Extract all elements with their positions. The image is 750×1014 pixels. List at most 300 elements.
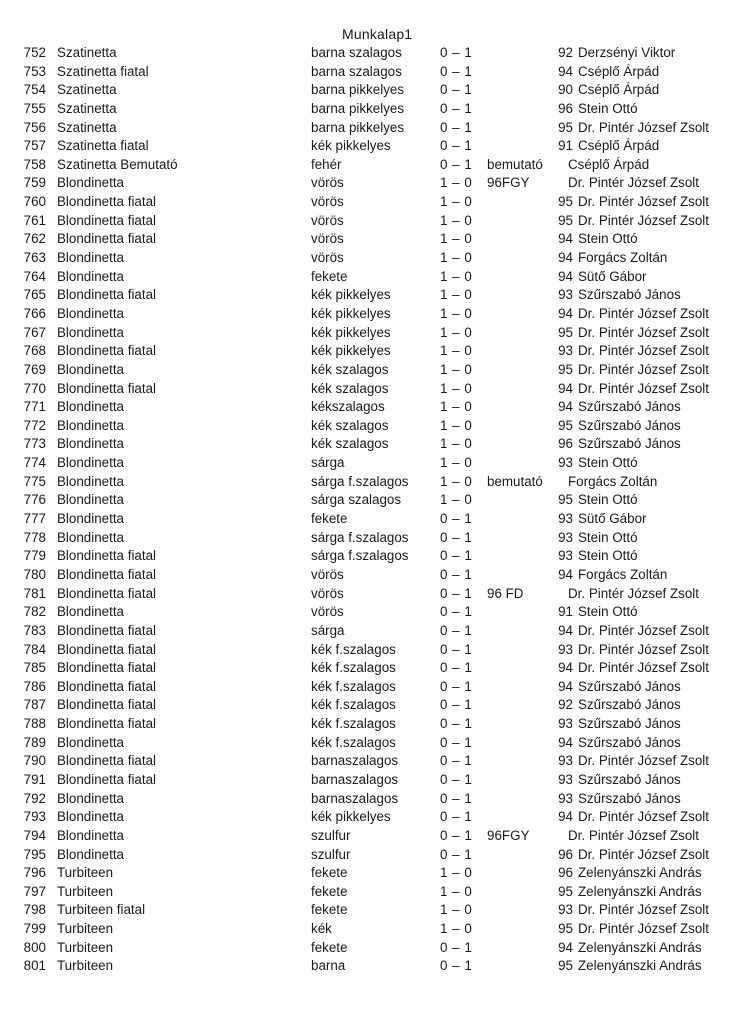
row-number: 785 [23,660,46,676]
score-value: 92 [558,697,573,713]
row-number: 767 [23,324,46,340]
score-value: 94 [558,660,573,676]
result-value: 0 – 1 [440,734,473,750]
judge-name: Szűrszabó János [578,790,681,806]
table-row [0,249,750,268]
judge-name: Dr. Pintér József Zsolt [578,119,709,135]
score-value: 93 [558,529,573,545]
score-value: 95 [558,492,573,508]
score-value: 94 [558,678,573,694]
row-number: 753 [23,63,46,79]
color-variety: kék [311,921,332,937]
judge-name: Dr. Pintér József Zsolt [578,305,709,321]
judge-name: Szűrszabó János [578,716,681,732]
judge-name: Dr. Pintér József Zsolt [568,585,699,601]
row-note: bemutató [487,156,543,172]
score-value: 93 [558,902,573,918]
score-value: 93 [558,771,573,787]
result-value: 0 – 1 [440,846,473,862]
judge-name: Szűrszabó János [578,399,681,415]
judge-name: Dr. Pintér József Zsolt [578,809,709,825]
result-value: 1 – 0 [440,417,473,433]
row-number: 784 [23,641,46,657]
row-note: 96FGY [487,827,530,843]
breed-name: Turbiteen [57,939,114,955]
row-number: 765 [23,287,46,303]
score-value: 92 [558,45,573,60]
breed-name: Blondinetta fiatal [57,753,157,769]
judge-name: Dr. Pintér József Zsolt [578,212,709,228]
score-value: 93 [558,455,573,471]
result-value: 0 – 1 [440,678,473,694]
result-value: 1 – 0 [440,305,473,321]
row-number: 791 [23,771,46,787]
score-value: 96 [558,436,573,452]
result-value: 1 – 0 [440,921,473,937]
breed-name: Blondinetta fiatal [57,287,157,303]
breed-name: Blondinetta [57,324,125,340]
color-variety: szulfur [311,846,351,862]
result-value: 0 – 1 [440,566,473,582]
row-number: 752 [23,45,46,60]
result-value: 0 – 1 [440,790,473,806]
result-value: 1 – 0 [440,343,473,359]
judge-name: Forgács Zoltán [568,473,658,489]
result-value: 0 – 1 [440,511,473,527]
color-variety: kék szalagos [311,380,389,396]
color-variety: fekete [311,902,348,918]
table-row [0,193,750,212]
score-value: 93 [558,716,573,732]
result-value: 0 – 1 [440,548,473,564]
judge-name: Szűrszabó János [578,417,681,433]
table-row [0,44,750,63]
breed-name: Blondinetta [57,175,125,191]
breed-name: Blondinetta [57,529,125,545]
row-number: 773 [23,436,46,452]
table-row [0,901,750,920]
table-row [0,212,750,231]
color-variety: barna pikkelyes [311,82,405,98]
judge-name: Cséplő Árpád [578,63,660,79]
result-value: 1 – 0 [440,492,473,508]
color-variety: vörös [311,194,344,210]
breed-name: Blondinetta fiatal [57,716,157,732]
row-number: 768 [23,343,46,359]
breed-name: Blondinetta fiatal [57,697,157,713]
table-row [0,883,750,902]
color-variety: sárga szalagos [311,492,402,508]
judge-name: Cséplő Árpád [578,82,660,98]
table-row [0,63,750,82]
page-title: Munkalap1 [342,26,413,42]
score-value: 94 [558,380,573,396]
score-value: 91 [558,604,573,620]
score-value: 95 [558,883,573,899]
result-value: 1 – 0 [440,436,473,452]
table-row [0,864,750,883]
row-number: 798 [23,902,46,918]
color-variety: fekete [311,865,348,881]
color-variety: vörös [311,212,344,228]
color-variety: vörös [311,231,344,247]
breed-name: Szatinetta [57,100,117,116]
breed-name: Blondinetta fiatal [57,566,157,582]
color-variety: barna szalagos [311,45,402,60]
breed-name: Blondinetta [57,492,125,508]
table-row [0,790,750,809]
row-number: 760 [23,194,46,210]
breed-name: Szatinetta [57,119,117,135]
score-value: 94 [558,939,573,955]
table-row [0,268,750,287]
breed-name: Blondinetta [57,361,125,377]
judge-name: Zelenyánszki András [578,865,702,881]
score-value: 91 [558,138,573,154]
row-number: 757 [23,138,46,154]
row-number: 775 [23,473,46,489]
breed-name: Blondinetta [57,473,125,489]
color-variety: kék f.szalagos [311,641,396,657]
color-variety: sárga [311,622,345,638]
row-number: 771 [23,399,46,415]
table-row [0,491,750,510]
row-number: 762 [23,231,46,247]
table-row [0,100,750,119]
table-row [0,603,750,622]
result-value: 0 – 1 [440,45,473,60]
table-row [0,529,750,548]
judge-name: Sütő Gábor [578,511,647,527]
breed-name: Blondinetta [57,268,125,284]
color-variety: fehér [311,156,342,172]
color-variety: barna [311,958,346,974]
judge-name: Dr. Pintér József Zsolt [578,902,709,918]
breed-name: Blondinetta [57,399,125,415]
color-variety: kék f.szalagos [311,716,396,732]
row-number: 797 [23,883,46,899]
color-variety: sárga f.szalagos [311,548,409,564]
score-value: 93 [558,287,573,303]
judge-name: Szűrszabó János [578,436,681,452]
table-row [0,174,750,193]
judge-name: Zelenyánszki András [578,939,702,955]
color-variety: kék pikkelyes [311,343,391,359]
table-row [0,305,750,324]
table-row [0,137,750,156]
breed-name: Blondinetta [57,511,125,527]
table-row [0,771,750,790]
table-row [0,417,750,436]
table-row [0,957,750,976]
score-value: 94 [558,809,573,825]
table-row [0,734,750,753]
row-number: 780 [23,566,46,582]
table-row [0,659,750,678]
row-number: 758 [23,156,46,172]
breed-name: Blondinetta fiatal [57,212,157,228]
judge-name: Dr. Pintér József Zsolt [578,921,709,937]
row-number: 786 [23,678,46,694]
color-variety: fekete [311,883,348,899]
score-value: 95 [558,119,573,135]
color-variety: barna pikkelyes [311,100,405,116]
table-row [0,342,750,361]
breed-name: Szatinetta Bemutató [57,156,178,172]
color-variety: vörös [311,250,344,266]
breed-name: Turbiteen [57,883,114,899]
color-variety: vörös [311,566,344,582]
judge-name: Stein Ottó [578,604,638,620]
judge-name: Dr. Pintér József Zsolt [578,641,709,657]
breed-name: Blondinetta fiatal [57,548,157,564]
breed-name: Szatinetta [57,82,117,98]
color-variety: vörös [311,585,344,601]
judge-name: Sütő Gábor [578,268,647,284]
score-value: 94 [558,63,573,79]
table-row [0,380,750,399]
result-value: 0 – 1 [440,697,473,713]
table-row [0,808,750,827]
row-number: 759 [23,175,46,191]
result-value: 0 – 1 [440,63,473,79]
score-value: 93 [558,548,573,564]
color-variety: barna szalagos [311,63,402,79]
table-row [0,119,750,138]
breed-name: Blondinetta fiatal [57,622,157,638]
score-value: 95 [558,921,573,937]
table-row [0,678,750,697]
breed-name: Blondinetta fiatal [57,678,157,694]
breed-name: Blondinetta fiatal [57,660,157,676]
table-row [0,510,750,529]
judge-name: Szűrszabó János [578,678,681,694]
result-value: 0 – 1 [440,604,473,620]
row-number: 790 [23,753,46,769]
row-number: 778 [23,529,46,545]
color-variety: kék szalagos [311,361,389,377]
score-value: 96 [558,865,573,881]
result-value: 0 – 1 [440,529,473,545]
table-row [0,324,750,343]
breed-name: Blondinetta [57,827,125,843]
result-value: 1 – 0 [440,194,473,210]
result-value: 1 – 0 [440,883,473,899]
row-number: 801 [23,958,46,974]
table-row [0,641,750,660]
judge-name: Szűrszabó János [578,734,681,750]
judge-name: Dr. Pintér József Zsolt [578,753,709,769]
score-value: 94 [558,734,573,750]
result-value: 0 – 1 [440,827,473,843]
color-variety: kék f.szalagos [311,697,396,713]
row-number: 799 [23,921,46,937]
breed-name: Blondinetta fiatal [57,194,157,210]
result-value: 0 – 1 [440,809,473,825]
judge-name: Zelenyánszki András [578,958,702,974]
result-value: 1 – 0 [440,212,473,228]
judge-name: Zelenyánszki András [578,883,702,899]
result-value: 1 – 0 [440,865,473,881]
table-row [0,286,750,305]
result-value: 0 – 1 [440,753,473,769]
row-number: 800 [23,939,46,955]
breed-name: Blondinetta [57,436,125,452]
score-value: 96 [558,100,573,116]
result-value: 0 – 1 [440,660,473,676]
row-number: 770 [23,380,46,396]
breed-name: Szatinetta fiatal [57,138,149,154]
result-value: 1 – 0 [440,324,473,340]
judge-name: Stein Ottó [578,231,638,247]
breed-name: Blondinetta [57,604,125,620]
row-number: 761 [23,212,46,228]
breed-name: Blondinetta [57,417,125,433]
table-row [0,827,750,846]
row-number: 774 [23,455,46,471]
result-value: 0 – 1 [440,716,473,732]
row-number: 755 [23,100,46,116]
judge-name: Stein Ottó [578,548,638,564]
row-number: 789 [23,734,46,750]
breed-name: Blondinetta fiatal [57,380,157,396]
result-value: 0 – 1 [440,138,473,154]
score-value: 93 [558,511,573,527]
color-variety: barnaszalagos [311,771,399,787]
score-value: 94 [558,268,573,284]
row-note: bemutató [487,473,543,489]
table-row [0,622,750,641]
breed-name: Blondinetta fiatal [57,231,157,247]
table-row [0,939,750,958]
result-value: 1 – 0 [440,455,473,471]
score-value: 95 [558,958,573,974]
breed-name: Blondinetta fiatal [57,343,157,359]
color-variety: kék f.szalagos [311,734,396,750]
judge-name: Dr. Pintér József Zsolt [568,175,699,191]
judge-name: Dr. Pintér József Zsolt [568,827,699,843]
judge-name: Cséplő Árpád [578,138,660,154]
color-variety: sárga f.szalagos [311,529,409,545]
color-variety: kék pikkelyes [311,324,391,340]
judge-name: Stein Ottó [578,492,638,508]
color-variety: fekete [311,939,348,955]
breed-name: Turbiteen [57,958,114,974]
row-number: 764 [23,268,46,284]
breed-name: Blondinetta [57,250,125,266]
score-value: 94 [558,399,573,415]
color-variety: kék pikkelyes [311,138,391,154]
color-variety: sárga f.szalagos [311,473,409,489]
judge-name: Forgács Zoltán [578,250,668,266]
color-variety: kék pikkelyes [311,809,391,825]
judge-name: Dr. Pintér József Zsolt [578,361,709,377]
row-number: 792 [23,790,46,806]
row-number: 779 [23,548,46,564]
breed-name: Blondinetta [57,305,125,321]
judge-name: Dr. Pintér József Zsolt [578,343,709,359]
result-value: 1 – 0 [440,287,473,303]
judge-name: Cséplő Árpád [568,156,650,172]
breed-name: Blondinetta fiatal [57,641,157,657]
row-number: 795 [23,846,46,862]
judge-name: Dr. Pintér József Zsolt [578,660,709,676]
color-variety: sárga [311,455,345,471]
breed-name: Turbiteen [57,865,114,881]
row-number: 763 [23,250,46,266]
breed-name: Blondinetta [57,455,125,471]
table-row [0,752,750,771]
table-row [0,585,750,604]
breed-name: Turbiteen fiatal [57,902,146,918]
judge-name: Stein Ottó [578,529,638,545]
score-value: 93 [558,343,573,359]
result-value: 0 – 1 [440,771,473,787]
row-number: 796 [23,865,46,881]
judge-name: Dr. Pintér József Zsolt [578,324,709,340]
judge-name: Dr. Pintér József Zsolt [578,622,709,638]
score-value: 93 [558,790,573,806]
color-variety: kék f.szalagos [311,660,396,676]
color-variety: fekete [311,268,348,284]
color-variety: kék szalagos [311,417,389,433]
color-variety: kék pikkelyes [311,287,391,303]
result-value: 1 – 0 [440,380,473,396]
result-value: 1 – 0 [440,902,473,918]
result-value: 0 – 1 [440,100,473,116]
judge-name: Dr. Pintér József Zsolt [578,846,709,862]
row-number: 794 [23,827,46,843]
score-value: 95 [558,194,573,210]
judge-name: Forgács Zoltán [578,566,668,582]
color-variety: kék f.szalagos [311,678,396,694]
result-value: 0 – 1 [440,622,473,638]
score-value: 90 [558,82,573,98]
judge-name: Szűrszabó János [578,771,681,787]
row-number: 783 [23,622,46,638]
judge-name: Dr. Pintér József Zsolt [578,194,709,210]
breed-name: Blondinetta [57,809,125,825]
breed-name: Turbiteen [57,921,114,937]
judge-name: Dr. Pintér József Zsolt [578,380,709,396]
breed-name: Blondinetta [57,790,125,806]
color-variety: kékszalagos [311,399,385,415]
color-variety: vörös [311,604,344,620]
score-value: 94 [558,566,573,582]
table-row [0,920,750,939]
row-number: 772 [23,417,46,433]
score-value: 95 [558,212,573,228]
row-number: 766 [23,305,46,321]
result-value: 0 – 1 [440,156,473,172]
table-row [0,547,750,566]
result-value: 1 – 0 [440,231,473,247]
judge-name: Szűrszabó János [578,697,681,713]
table-row [0,473,750,492]
score-value: 94 [558,305,573,321]
color-variety: barnaszalagos [311,790,399,806]
row-note: 96 FD [487,585,524,601]
row-number: 788 [23,716,46,732]
row-note: 96FGY [487,175,530,191]
row-number: 756 [23,119,46,135]
judge-name: Stein Ottó [578,455,638,471]
judge-name: Szűrszabó János [578,287,681,303]
breed-name: Szatinetta [57,45,117,60]
result-value: 0 – 1 [440,641,473,657]
breed-name: Blondinetta [57,734,125,750]
row-number: 793 [23,809,46,825]
